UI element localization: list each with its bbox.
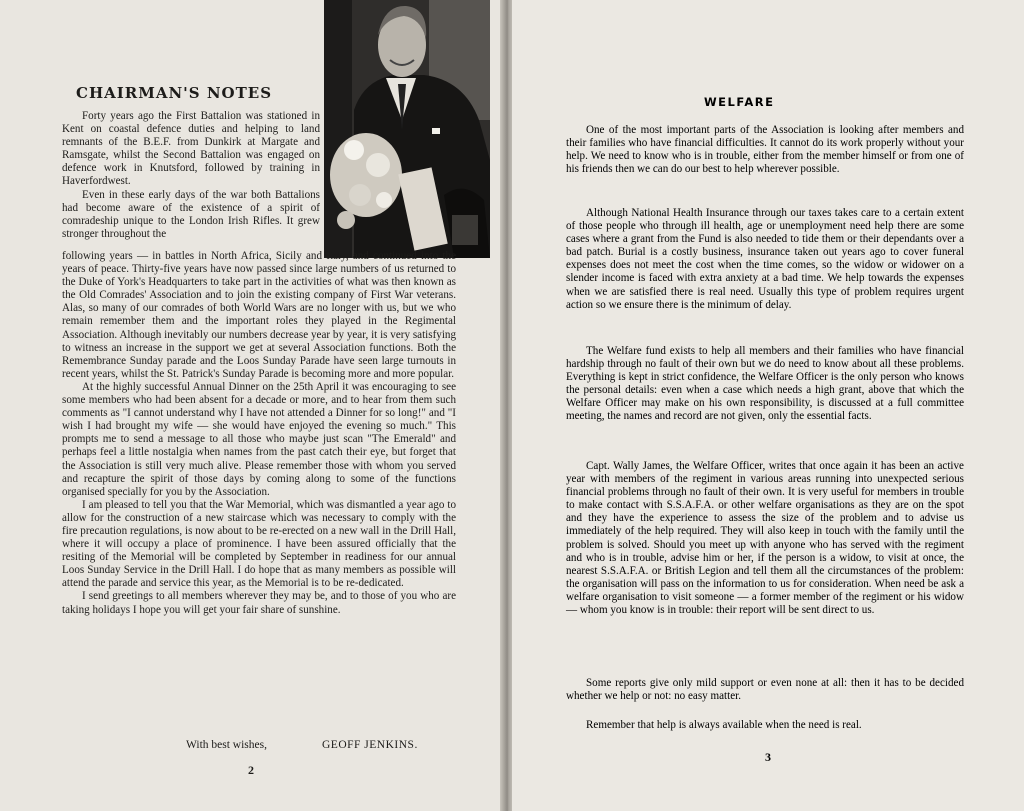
chairman-paragraph: I am pleased to tell you that the War Memorial, which was dismantled a year ago to allow for the construction of a new staircase which was necessary to comply with the fire precaution regulations, is now about to be re-erected on a new wall in the Drill Hall, where it will occupy a place of prominence. I have been assured officially that the resiting of the Memorial will be completed by September in readiness for our annual Loos Sunday Service in the Drill Hall. I do hope that as many members as possible will attend the parade and service this year, as the Memorial is to be re-dedicated.: [62, 498, 456, 590]
chairman-paragraph: Even in these early days of the war both Battalions had become aware of the existence of a spirit of comradeship unique to the London Irish Rifles. It grew stronger throughout the: [62, 188, 320, 240]
welfare-paragraph: Some reports give only mild support or even none at all: then it has to be decided whether we help or not: no easy matter.: [566, 677, 964, 703]
welfare-paragraph: The Welfare fund exists to help all members and their families who have financial hardship through no fault of their own but we do need to know about all these problems. Everything is kept in strict confidence, the Welfare Officer is the only person who knows the personal details: even when a case which needs a high grant, above that which the Welfare Officer may make on his own responsibility, is discussed at a full committee meeting, the names and record are not given, only the essential facts.: [566, 345, 964, 423]
chairman-paragraph: following years — in battles in North Africa, Sicily and Italy, and continued into the years of peace. Thirty-five years have now passed since large numbers of us returned to the Duke of York's Headquarters to take part in the activities of what was then known as the Old Comrades' Association and to join the existing company of First War veterans. Alas, so many of our comrades of both World Wars are no longer with us, but we who remain remember them and the important roles they played in the Regimental Association. Although inevitably our numbers decrease year by year, it is very satisfying to witness an increase in the support we get at several Association functions. Both the Remembrance Sunday parade and the Loos Sunday Parade have seen large turnouts in recent years, whilst the St. Patrick's Sunday Parade is becoming more and more popular.: [62, 250, 456, 380]
chairman-notes-intro: [62, 110, 320, 241]
left-page: [0, 0, 505, 811]
welfare-paragraph: Capt. Wally James, the Welfare Officer, writes that once again it has been an active year with members of the regiment in various areas running into unexpected serious financial problems through no fault of their own. It is very useful for members in trouble to make contact with S.S.A.F.A. or other welfare organisations as they are on the spot and they have the experience to assess the size of the problem and to advise us immediately of the help required. They will also keep in touch with the family until the problem is solved. Should you meet up with anyone who has served with the regiment and who is in trouble, advise him or her, if the person is a widow, to visit at once, the nearest S.S.A.F.A. or British Legion and tell them all the circumstances of the problem: the organisation will pass on the information to us for consideration. When need be ask a welfare organisation to visit someone — a former member of the regiment or his widow — whom you know is in trouble: their report will be sent direct to us.: [566, 460, 964, 617]
signoff-name: GEOFF JENKINS.: [322, 739, 418, 751]
chairman-notes-title: CHAIRMAN'S NOTES: [76, 84, 273, 102]
chairman-notes-body: [62, 250, 456, 617]
welfare-title: WELFARE: [704, 95, 775, 109]
welfare-paragraph: Although National Health Insurance through our taxes takes care to a certain extent of those people who through ill health, age or unemployment need help there are some cases where a grant from the Fund is also needed to tide them or their dependants over a bad patch. Burial is a costly business, insurance taken out years ago to cover funeral expenses does not meet the cost when the time comes, so the widow or widower on a slender income is faced with extra anxiety at a bad time. We help towards the expenses when we are satisfied there is real need. Usually this type of problem requires urgent action so we ensure there is the minimum of delay.: [566, 207, 964, 311]
chairman-paragraph: I send greetings to all members wherever they may be, and to those of you who are taking holidays I hope you will get your fair share of sunshine.: [62, 590, 456, 616]
chairman-paragraph: At the highly successful Annual Dinner on the 25th April it was encouraging to see some members who had been absent for a decade or more, and to hear from them such comments as "I cannot understand why I have not attended a Dinner for so long!" and "I wish I had brought my wife — she would have enjoyed the evening so much." This prompts me to send a message to all those who maybe just scan "The Emerald" and perhaps feel a little nostalgia when names from the past catch their eye, but forget that the Association is still very much alive. Please remember those with whom you served and recapture the spirit of those days by coming along to some of the functions organised specially for you by the Association.: [62, 380, 456, 498]
page-number-left: 2: [248, 763, 254, 777]
signoff-greeting: With best wishes,: [186, 739, 267, 751]
chairman-paragraph: Forty years ago the First Battalion was stationed in Kent on coastal defence duties and helping to land remnants of the B.E.F. from Dunkirk at Margate and Ramsgate, whilst the Second Battalion was engaged on defence work in Knutsford, followed by training in Haverfordwest.: [62, 110, 320, 188]
chairman-photo: [324, 0, 490, 258]
chairman-photo-image: [324, 0, 490, 258]
welfare-paragraph: One of the most important parts of the Association is looking after members and their families who have financial difficulties. It cannot do its work properly without your help. We need to know who is in trouble, either from the member himself or from one of his friends then we can do our best to help wherever possible.: [566, 124, 964, 176]
welfare-paragraph: Remember that help is always available when the need is real.: [586, 719, 862, 731]
page-number-right: 3: [765, 750, 771, 764]
